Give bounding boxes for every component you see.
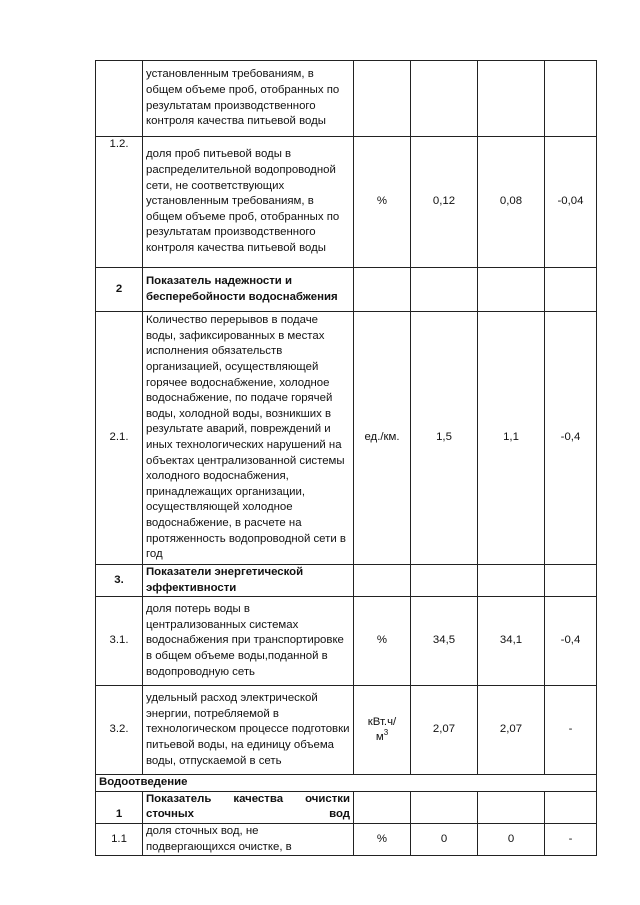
row-number [96, 61, 143, 137]
value-cell: 0,08 [478, 137, 545, 268]
value-cell: 0 [478, 823, 545, 855]
value-cell: - [545, 823, 597, 855]
table-row [96, 686, 597, 775]
value-cell: 34,5 [411, 597, 478, 686]
value-cell [545, 791, 597, 823]
row-number: 2 [96, 268, 143, 312]
indicator-heading [143, 791, 354, 823]
value-cell: 0 [411, 823, 478, 855]
section-row [96, 775, 597, 792]
row-number: 3.1. [96, 597, 143, 686]
unit-superscript: 3 [383, 728, 389, 738]
indicator-text: Количество перерывов в подаче воды, зафиксированных в местах исполнения обязательств организацией, осуществляющей горячее водоснабжение, холодное водоснабжение, по подаче горячей воды, холодной воды, возникших в результате аварий, повреждений и иных технологических нарушений на объектах централизованной системы холодного водоснабжения, принадлежащих организации, осуществляющей холодное водоснабжение, в расчете на протяженность водопроводной сети в год [143, 312, 354, 565]
value-cell: 2,07 [478, 686, 545, 775]
unit-cell [354, 791, 411, 823]
indicator-text: доля проб питьевой воды в распределительной водопроводной сети, не соответствующих установленным требованиям, в общем объеме проб, отобранных по результатам производственного контроля качества питьевой воды [143, 137, 354, 268]
table-row [96, 268, 597, 312]
indicator-heading-text: Показатель качества очистки сточных вод [146, 792, 350, 821]
table-row [96, 823, 597, 855]
value-cell: - [545, 686, 597, 775]
indicator-text: доля потерь воды в централизованных системах водоснабжения при транспортировке в общем объеме воды,поданной в водопроводную сеть [143, 597, 354, 686]
section-heading: Водоотведение [96, 775, 597, 792]
row-number: 2.1. [96, 312, 143, 565]
row-number: 3.2. [96, 686, 143, 775]
indicator-text: установленным требованиям, в общем объеме проб, отобранных по результатам производственного контроля качества питьевой воды [143, 61, 354, 137]
value-cell [545, 565, 597, 597]
indicators-table [95, 60, 597, 856]
value-cell [411, 565, 478, 597]
row-number: 3. [96, 565, 143, 597]
value-cell [478, 61, 545, 137]
unit-cell [354, 565, 411, 597]
indicator-heading: Показатель надежности и бесперебойности водоснабжения [143, 268, 354, 312]
value-cell [411, 268, 478, 312]
row-number: 1.1 [96, 823, 143, 855]
value-cell: 1,1 [478, 312, 545, 565]
value-cell [411, 61, 478, 137]
row-number: 1 [96, 791, 143, 823]
unit-cell [354, 268, 411, 312]
unit-cell: % [354, 823, 411, 855]
value-cell [411, 791, 478, 823]
unit-text: м [375, 731, 384, 744]
unit-text: кВт.ч/ [367, 715, 397, 728]
value-cell: 1,5 [411, 312, 478, 565]
unit-cell: ед./км. [354, 312, 411, 565]
unit-cell: % [354, 137, 411, 268]
row-number: 1.2. [96, 137, 143, 268]
value-cell [545, 61, 597, 137]
indicator-heading: Показатели энергетической эффективности [143, 565, 354, 597]
indicator-text: доля сточных вод, не подвергающихся очистке, в [143, 823, 354, 855]
value-cell: -0,4 [545, 312, 597, 565]
table-row [96, 137, 597, 268]
unit-cell [354, 686, 411, 775]
table-row [96, 312, 597, 565]
value-cell [478, 565, 545, 597]
value-cell: 34,1 [478, 597, 545, 686]
value-cell [478, 791, 545, 823]
unit-cell [354, 61, 411, 137]
table-row [96, 597, 597, 686]
value-cell: 2,07 [411, 686, 478, 775]
table-row [96, 61, 597, 137]
value-cell: 0,12 [411, 137, 478, 268]
unit-cell: % [354, 597, 411, 686]
value-cell [545, 268, 597, 312]
value-cell: -0,4 [545, 597, 597, 686]
value-cell [478, 268, 545, 312]
indicator-text: удельный расход электрической энергии, потребляемой в технологическом процессе подготовки питьевой воды, на единицу объема воды, отпускаемой в сеть [143, 686, 354, 775]
value-cell: -0,04 [545, 137, 597, 268]
table-row [96, 565, 597, 597]
table-row [96, 791, 597, 823]
